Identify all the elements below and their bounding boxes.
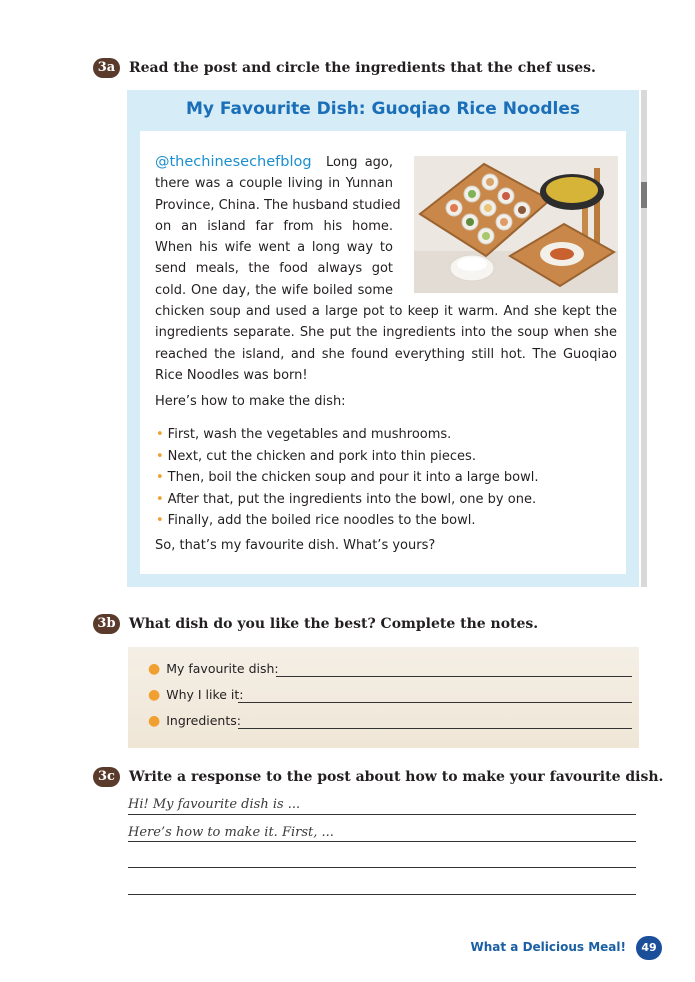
task-3b-badge: 3b — [93, 614, 120, 634]
response-line-3[interactable] — [128, 867, 636, 868]
note-favourite-dish-label: ● My favourite dish: — [148, 661, 279, 677]
response-line-1[interactable] — [128, 814, 636, 815]
note-why-label: ● Why I like it: — [148, 687, 244, 703]
response-line-2[interactable] — [128, 841, 636, 842]
story-line: cold. One day, the wife boiled some — [155, 282, 393, 298]
task-3c-instruction: Write a response to the post about how to make your favourite dish. — [129, 769, 664, 785]
recipe-steps — [156, 424, 538, 532]
recipe-step: • Then, boil the chicken soup and pour it into a large bowl. — [156, 470, 539, 486]
task-3b-instruction: What dish do you like the best? Complete the notes. — [129, 616, 539, 632]
story-line: Long ago, — [326, 155, 393, 170]
story-line: Rice Noodles was born! — [155, 367, 308, 383]
bullet-icon: ● — [148, 713, 161, 729]
post-scrollbar-thumb[interactable] — [641, 182, 647, 208]
bullet-icon: • — [156, 491, 164, 507]
note-favourite-dish-field[interactable] — [276, 676, 632, 677]
unit-title: What a Delicious Meal! — [470, 940, 626, 954]
story-line: on an island far from his home. — [155, 218, 393, 234]
task-3c-badge: 3c — [93, 767, 120, 787]
response-line-1-text: Hi! My favourite dish is ... — [128, 797, 301, 812]
bullet-icon: ● — [148, 687, 161, 703]
story-line: Province, China. The husband studied — [155, 197, 401, 213]
story-line: there was a couple living in Yunnan — [155, 176, 393, 192]
bullet-icon: • — [156, 448, 164, 464]
page-number: 49 — [636, 936, 662, 960]
post-closing: So, that’s my favourite dish. What’s yours? — [155, 538, 436, 553]
task-3a-badge: 3a — [93, 58, 120, 78]
recipe-step: • Finally, add the boiled rice noodles to the bowl. — [156, 513, 476, 529]
task-3a-instruction: Read the post and circle the ingredients that the chef uses. — [129, 60, 596, 76]
bullet-icon: • — [156, 513, 164, 529]
post-story — [155, 152, 617, 386]
story-line: When his wife went a long way to — [155, 240, 393, 256]
recipe-step: • Next, cut the chicken and pork into thin pieces. — [156, 448, 476, 464]
note-ingredients-field[interactable] — [238, 728, 632, 729]
story-line: chicken soup and used a large pot to keep it warm. And she kept the — [155, 304, 617, 320]
blogger-handle[interactable]: @thechinesechefblog — [155, 154, 312, 170]
bullet-icon: • — [156, 470, 164, 486]
story-line: ingredients separate. She put the ingredients into the soup when she — [155, 325, 617, 341]
post-title: My Favourite Dish: Guoqiao Rice Noodles — [185, 99, 580, 119]
recipe-intro: Here’s how to make the dish: — [155, 394, 346, 409]
bullet-icon: • — [156, 427, 164, 442]
note-ingredients-label: ● Ingredients: — [148, 713, 241, 729]
post-scrollbar[interactable] — [641, 90, 647, 587]
recipe-step: • First, wash the vegetables and mushrooms. — [156, 427, 452, 442]
story-line: reached the island, and she found everything still hot. The Guoqiao — [155, 346, 617, 362]
bullet-icon: ● — [148, 661, 161, 677]
note-why-field[interactable] — [238, 702, 632, 703]
story-line: send meals, the food always got — [155, 261, 393, 277]
recipe-step: • After that, put the ingredients into the bowl, one by one. — [156, 491, 537, 507]
response-line-4[interactable] — [128, 894, 636, 895]
response-line-2-text: Here’s how to make it. First, ... — [128, 825, 334, 840]
